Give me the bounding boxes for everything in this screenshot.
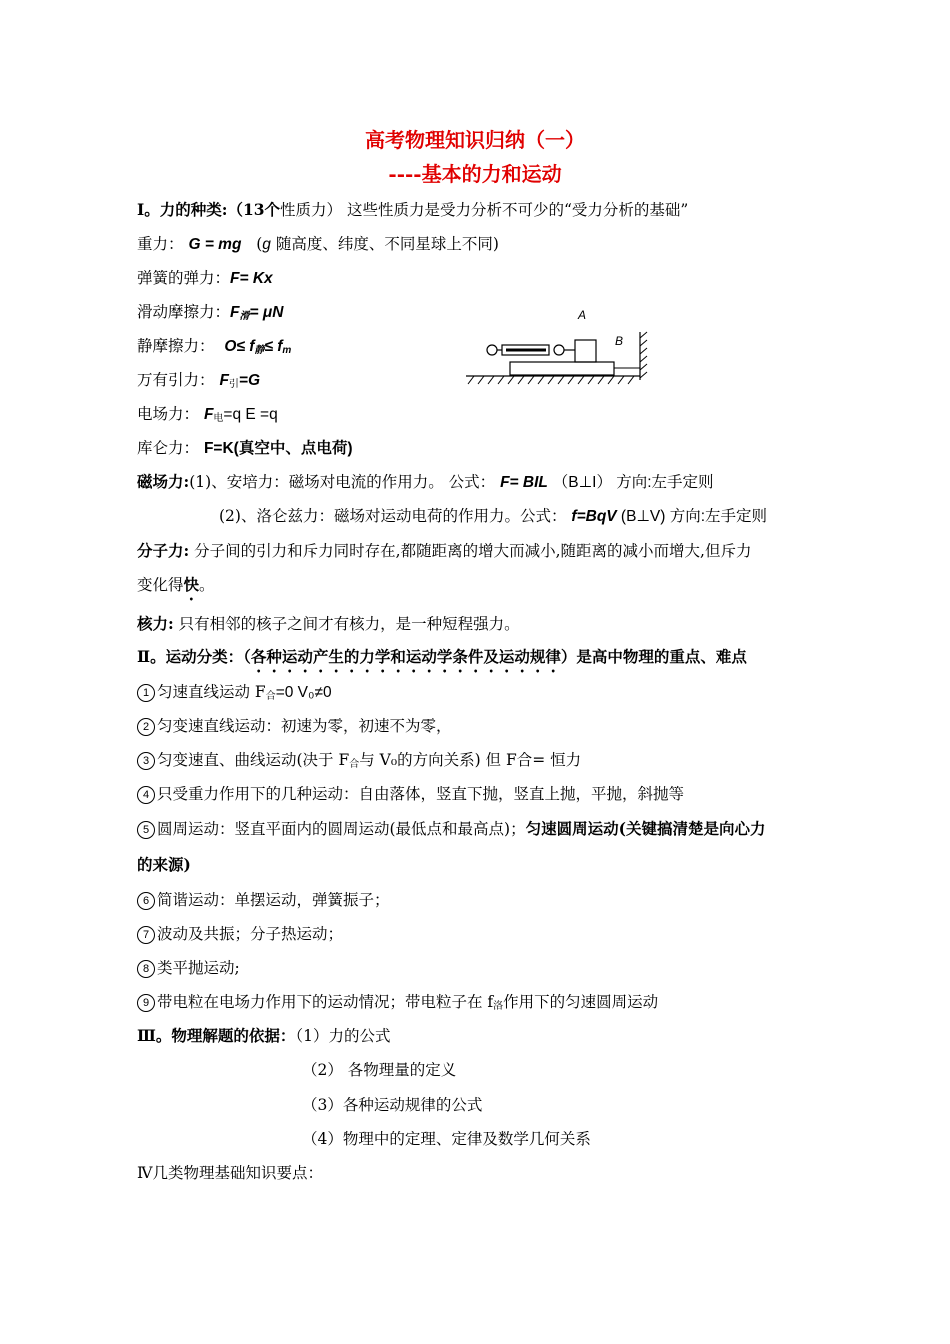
motion-item-9: 9 带电粒在电场力作用下的运动情况；带电粒子在 $f_洛$作用下的匀速圆周运动 <box>137 991 658 1018</box>
block-a <box>575 340 596 362</box>
section-4-heading: Ⅳ几类物理基础知识要点： <box>137 1164 323 1182</box>
motion-num: 2 <box>137 718 155 736</box>
section-3-heading <box>137 1025 391 1047</box>
motion-text: 波动及共振；分子热运动； <box>157 925 344 943</box>
elec-label: 电场力： <box>137 405 200 423</box>
gravity-label: 重力： <box>137 235 184 253</box>
diagram-label-a: A <box>578 308 587 322</box>
mol-fast: 快 <box>183 575 200 594</box>
section-1-title: Ⅰ。力的种类:（13个 <box>137 200 281 219</box>
mag-label: 磁场力: <box>137 472 190 491</box>
nuclear-line <box>137 613 520 635</box>
sliding-sub: 滑 <box>239 311 250 322</box>
motion-num: 6 <box>137 892 155 910</box>
section-1-desc: 性质力） 这些性质力是受力分析不可少的“受力分析的基础” <box>280 201 689 219</box>
sliding-label: 滑动摩擦力： <box>137 303 231 321</box>
title-line-1: 高考物理知识归纳（一） <box>365 128 585 152</box>
basis-item-4: （4）物理中的定理、定律及数学几何关系 <box>302 1130 591 1148</box>
motion-item-1: 1 匀速直线运动 $F_合=0$ V₀≠0 <box>137 681 332 708</box>
block-b <box>510 362 614 375</box>
static-sub: 静 <box>254 345 265 356</box>
spring-scale-ring <box>487 345 497 355</box>
coulomb-formula: F=K(真空中、点电荷) <box>203 440 353 457</box>
basis-item-2: （2） 各物理量的定义 <box>302 1061 457 1079</box>
motion-bold: 匀速圆周运动(关键搞清楚是向心力 <box>525 819 766 838</box>
static-sub2: m <box>282 345 292 356</box>
spring-block-diagram <box>462 300 662 385</box>
motion-item-5-cont: 的来源) <box>137 855 191 874</box>
electric-force-line <box>137 403 278 430</box>
lorentz-rest: (B⊥V) 方向:左手定则 <box>616 508 768 525</box>
motion-item-8 <box>137 957 240 979</box>
ampere-rest: （B⊥I） 方向:左手定则 <box>552 474 714 491</box>
sliding-friction-line <box>137 301 283 328</box>
universal-gravitation-line <box>137 369 260 396</box>
motion-text: 匀速直线运动 F <box>157 683 266 701</box>
motion-text: 圆周运动：竖直平面内的圆周运动(最低点和最高点)； <box>157 820 526 838</box>
section-1-heading <box>137 199 688 221</box>
gravity-note: 随高度、纬度、不同星球上不同) <box>270 235 499 253</box>
ampere-formula: F= BIL <box>500 474 548 491</box>
ampere-text: (1)、安培力：磁场对电流的作用力。 公式： <box>189 473 496 491</box>
diagram-label-b: B <box>615 334 624 348</box>
motion-num: 7 <box>137 926 155 944</box>
motion-item-4 <box>137 783 684 805</box>
basis-item-3: （3）各种运动规律的公式 <box>302 1096 483 1114</box>
section-3-title: Ⅲ。物理解题的依据： <box>137 1026 296 1045</box>
motion-num: 1 <box>137 684 155 702</box>
motion-text: 类平抛运动; <box>157 959 240 977</box>
motion-item-7 <box>137 923 343 945</box>
sliding-f: F <box>230 304 240 321</box>
spring-label: 弹簧的弹力： <box>137 269 231 287</box>
motion-num: 4 <box>137 786 155 804</box>
coulomb-line <box>137 437 353 460</box>
motion-num: 8 <box>137 960 155 978</box>
gravity-formula: G = mg <box>188 236 242 253</box>
mol-label: 分子力: <box>137 541 190 560</box>
motion-text: 带电粒在电场力作用下的运动情况；带电粒子在 f <box>157 993 494 1011</box>
elec-f: F <box>203 406 214 423</box>
gravity-note-g: g <box>262 236 271 253</box>
univ-rest: =G <box>238 372 261 389</box>
elec-rest: =q E =q <box>223 406 278 423</box>
wall-hatch <box>640 332 647 378</box>
section-2-tail: ）是高中物理的重点、难点 <box>560 647 747 666</box>
section-2-heading <box>137 646 747 676</box>
motion-text: 匀变速直线运动：初速为零，初速不为零， <box>157 717 452 735</box>
mol-text2: 变化得 <box>137 576 184 594</box>
nuc-text: 只有相邻的核子之间才有核力，是一种短程强力。 <box>173 615 520 633</box>
static-label: 静摩擦力： <box>137 337 215 355</box>
static-rest: ≤ f <box>264 338 283 355</box>
magnetic-line-1 <box>137 471 714 494</box>
motion-text: 只受重力作用下的几种运动：自由落体，竖直下抛，竖直上抛，平抛，斜抛等 <box>157 785 685 803</box>
mol-text: 分子间的引力和斥力同时存在,都随距离的增大而减小,随距离的减小而增大,但斥力 <box>189 542 752 560</box>
sliding-formula: = μN <box>249 304 284 321</box>
univ-label: 万有引力： <box>137 371 215 389</box>
univ-f: F <box>219 372 229 389</box>
ground-hatch <box>468 376 634 384</box>
gravity-line: 重力： G = mg (g 随高度、纬度、不同星球上不同) <box>137 235 499 253</box>
nuc-label: 核力: <box>137 614 174 633</box>
univ-sub: 引 <box>228 379 239 390</box>
spring-scale-hook <box>554 345 564 355</box>
coulomb-label: 库仑力： <box>137 439 200 457</box>
mol-end: 。 <box>199 576 215 594</box>
title-line-2: ----基本的力和运动 <box>388 162 562 186</box>
motion-text: 匀变速直、曲线运动(决于 F <box>157 751 350 769</box>
static-friction-line <box>137 335 291 362</box>
motion-num: 5 <box>137 821 155 839</box>
motion-item-2 <box>137 715 452 737</box>
lorentz-formula: f=BqV <box>571 508 617 525</box>
elec-sub: 电 <box>213 413 224 424</box>
spring-formula: F= Kx <box>230 270 273 287</box>
molecular-line-1 <box>137 540 751 562</box>
molecular-line-2 <box>137 574 215 604</box>
motion-item-3: 3 匀变速直、曲线运动(决于 $F_合$与 V₀的方向关系) 但 F合= 恒力 <box>137 749 581 776</box>
motion-num: 3 <box>137 752 155 770</box>
spring-line <box>137 267 273 290</box>
lorentz-text: (2)、洛仑兹力：磁场对运动电荷的作用力。公式： <box>219 507 567 525</box>
motion-num: 9 <box>137 994 155 1012</box>
section-2-title: Ⅱ。运动分类：（ <box>137 647 251 666</box>
magnetic-line-2 <box>219 505 767 528</box>
motion-text: 简谐运动：单摆运动，弹簧振子； <box>157 891 390 909</box>
motion-item-6 <box>137 889 390 911</box>
static-formula: O≤ f <box>224 338 255 355</box>
section-2-emph: 各种运动产生的力学和运动学条件及运动规律 <box>250 647 561 666</box>
basis-item-1: （1）力的公式 <box>295 1027 391 1045</box>
motion-item-5 <box>137 818 765 840</box>
